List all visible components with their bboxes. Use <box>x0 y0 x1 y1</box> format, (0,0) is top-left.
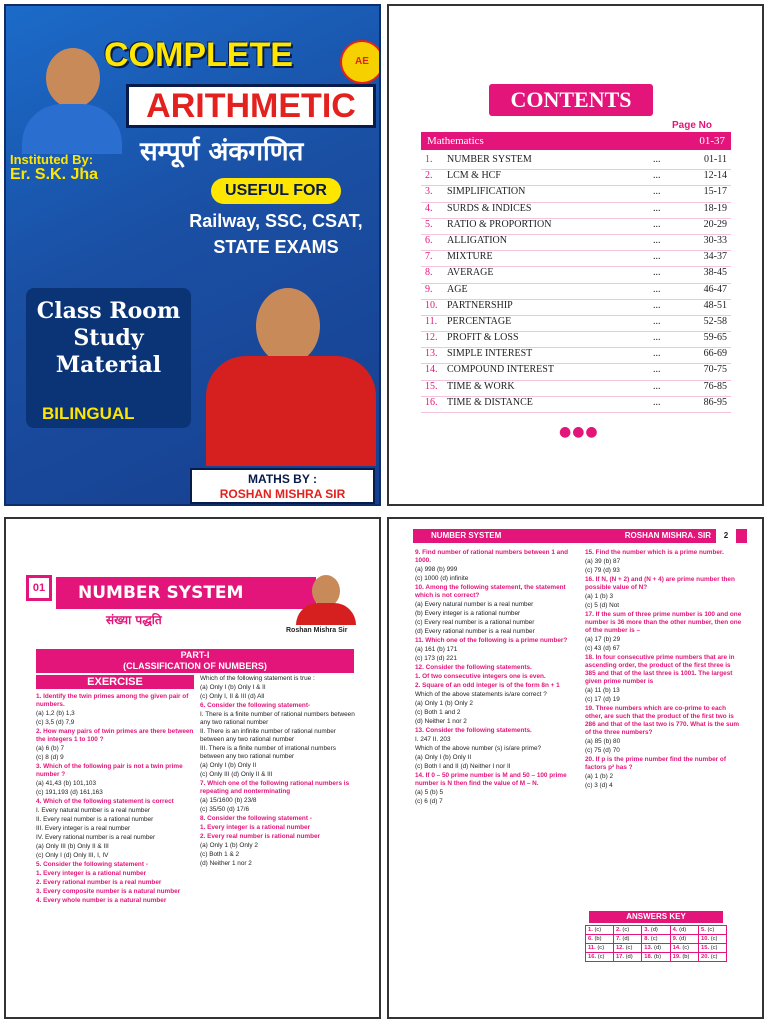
contents-row-number: 8. <box>425 267 433 279</box>
answer-number: 17. <box>615 954 624 960</box>
question-line: IV. Every rational number is a real number <box>36 834 156 841</box>
question-line: I. There is a finite number of rational numbers between any two rational number <box>200 711 355 726</box>
question-line: (a) Only 1 (b) Only 2 <box>415 700 473 707</box>
answer-number: 3. <box>644 927 650 933</box>
answer-number: 9. <box>672 936 678 942</box>
contents-row-number: 9. <box>425 283 433 295</box>
answer-option: (d) <box>625 954 633 960</box>
question-line: (b) Every integer is a rational number <box>415 610 521 617</box>
contents-row-title: ALLIGATION <box>447 234 507 246</box>
question-text: 4. Every whole number is a natural number <box>36 897 167 904</box>
answers-key-title: ANSWERS KEY <box>589 911 723 923</box>
contents-row-title: LCM & HCF <box>447 170 501 182</box>
answer-cell <box>586 944 614 953</box>
answers-row <box>586 926 727 935</box>
contents-row-pages: 59-65 <box>703 332 727 344</box>
teacher-photo <box>256 288 320 364</box>
practice-page <box>387 517 764 1019</box>
question-line: (c) Every real number is a rational number <box>415 619 535 626</box>
question-text: 18. In four consecutive prime numbers that are in ascending order, the product of the first three is 385 and that of the last three is 1001. The largest given prime number is <box>585 654 735 685</box>
contents-row-pages: 76-85 <box>703 380 727 392</box>
teacher-caption: Roshan Mishra Sir <box>286 627 348 634</box>
question-line: III. There is a finite number of irrational numbers between any two rational number <box>200 745 336 760</box>
question-text: 11. Which one of the following is a prime number? <box>415 637 568 644</box>
answer-number: 13. <box>644 945 653 951</box>
contents-row-title: PROFIT & LOSS <box>447 332 519 344</box>
question-line: (a) Only I (b) Only I & II <box>200 684 266 691</box>
contents-row-leader: ... <box>653 396 661 408</box>
question-line: (a) 1 (b) 3 <box>585 593 614 600</box>
contents-row <box>421 170 731 186</box>
contents-row-title: SURDS & INDICES <box>447 202 532 214</box>
contents-row-title: PARTNERSHIP <box>447 299 513 311</box>
contents-row-leader: ... <box>653 315 661 327</box>
answer-option: (c) <box>597 945 605 951</box>
question-line: (a) 39 (b) 87 <box>585 558 621 565</box>
question-line: (a) 998 (b) 999 <box>415 566 458 573</box>
contents-row-number: 10. <box>425 299 438 311</box>
material-line-2: Study <box>73 325 144 351</box>
material-line-3: Material <box>55 352 162 378</box>
question-line: (a) 5 (b) 5 <box>415 789 444 796</box>
contents-row-pages: 30-33 <box>703 234 727 246</box>
left-question-column <box>415 549 575 807</box>
question-line: (a) Only 1 (b) Only 2 <box>200 842 258 849</box>
book-cover <box>4 4 381 506</box>
answer-number: 2. <box>615 927 621 933</box>
contents-row-number: 11. <box>425 315 438 327</box>
contents-row-pages: 52-58 <box>703 315 727 327</box>
answer-number: 11. <box>588 945 596 951</box>
question-line: (a) 15/1600 (b) 23/8 <box>200 797 257 804</box>
question-line: (c) 35/50 (d) 17/6 <box>200 806 250 813</box>
question-text: 13. Consider the following statements. <box>415 727 532 734</box>
question-line: I. Every natural number is a real number <box>36 807 151 814</box>
section-pages: 01-37 <box>699 135 725 147</box>
question-line: III. Every integer is a real number <box>36 825 131 832</box>
question-text: 3. Which of the following pair is not a twin prime number ? <box>36 763 183 778</box>
contents-row-pages: 38-45 <box>703 267 727 279</box>
instituted-by-label: Instituted By: <box>10 152 94 167</box>
question-text: 1. Identify the twin primes among the given pair of numbers. <box>36 693 189 708</box>
answer-option: (c) <box>650 936 658 942</box>
contents-row-leader: ... <box>653 234 661 246</box>
question-line: (a) 11 (b) 13 <box>585 687 620 694</box>
answer-number: 18. <box>644 954 653 960</box>
answer-number: 5. <box>701 927 706 933</box>
question-line: (c) 17 (d) 19 <box>585 696 620 703</box>
contents-row-pages: 86-95 <box>703 396 727 408</box>
question-text: 12. Consider the following statements. <box>415 664 532 671</box>
contents-row-number: 7. <box>425 251 433 263</box>
answer-cell <box>699 926 727 935</box>
right-question-column <box>585 549 743 791</box>
contents-row-leader: ... <box>653 332 661 344</box>
answer-number: 16. <box>588 954 597 960</box>
answers-key-table <box>585 925 727 962</box>
teacher-photo-body <box>206 356 376 466</box>
right-question-column <box>200 675 356 869</box>
contents-row <box>421 364 731 380</box>
author-name: Er. S.K. Jha <box>10 166 99 183</box>
question-text: 1. Of two consecutive integers one is even. <box>415 673 546 680</box>
answer-cell <box>670 926 698 935</box>
material-label <box>26 298 191 379</box>
contents-page <box>387 4 764 506</box>
question-line: Which of the following statement is true : <box>200 675 315 682</box>
answer-number: 10. <box>701 936 710 942</box>
question-text: 1. Every integer is a rational number <box>36 870 147 877</box>
contents-row-pages: 70-75 <box>703 364 727 376</box>
answer-option: (c) <box>710 954 718 960</box>
teacher-name: ROSHAN MISHRA SIR <box>219 487 346 501</box>
contents-row <box>421 267 731 283</box>
question-text: 1. Every integer is a rational number <box>200 824 311 831</box>
chapter-number: 01 <box>26 575 52 601</box>
question-line: (c) Both I and II (d) Neither I nor II <box>415 763 511 770</box>
answer-cell <box>670 953 698 962</box>
contents-row-number: 2. <box>425 170 433 182</box>
question-line: (a) Only I (b) Only II <box>415 754 472 761</box>
material-line-1: Class Room <box>36 298 181 324</box>
question-text: 17. If the sum of three prime number is 100 and one number is 36 more than the other number, then one of the number is – <box>585 611 742 634</box>
question-line: Which of the above number (s) is/are prime? <box>415 745 542 752</box>
page-number: 2 <box>716 529 736 543</box>
answer-number: 4. <box>672 927 678 933</box>
cover-subject: ARITHMETIC <box>126 84 376 128</box>
contents-row-number: 16. <box>425 396 438 408</box>
answer-cell <box>699 953 727 962</box>
contents-row-leader: ... <box>653 299 661 311</box>
contents-row-number: 1. <box>425 154 433 165</box>
question-line: (c) 1000 (d) infinite <box>415 575 469 582</box>
answer-option: (c) <box>625 945 633 951</box>
exam-list <box>166 208 381 260</box>
question-text: 3. Every composite number is a natural number <box>36 888 181 895</box>
contents-row-pages: 18-19 <box>703 202 727 214</box>
question-line: (c) Only I, II & III (d) All <box>200 693 265 700</box>
answer-number: 1. <box>588 927 593 933</box>
question-text: 6. Consider the following statement- <box>200 702 311 709</box>
maths-by-label: MATHS BY : <box>248 472 317 486</box>
question-line: (a) 85 (b) 80 <box>585 738 621 745</box>
contents-row-number: 15. <box>425 380 438 392</box>
question-line: (c) 79 (d) 93 <box>585 567 620 574</box>
question-text: 15. Find the number which is a prime number. <box>585 549 724 556</box>
question-text: 10. Among the following statement, the statement which is not correct? <box>415 584 566 599</box>
question-line: (c) 3,5 (d) 7,9 <box>36 719 75 726</box>
contents-row-title: TIME & DISTANCE <box>447 396 533 408</box>
exam-line-2: STATE EXAMS <box>213 237 339 257</box>
contents-row-leader: ... <box>653 348 661 360</box>
answer-number: 15. <box>701 945 710 951</box>
question-line: (c) Both 1 & 2 <box>200 851 240 858</box>
contents-row-title: PERCENTAGE <box>447 315 512 327</box>
contents-row <box>421 203 731 219</box>
answer-number: 7. <box>615 936 621 942</box>
question-line: (a) 161 (b) 171 <box>415 646 458 653</box>
contents-row <box>421 284 731 300</box>
question-line: (c) Both 1 and 2 <box>415 709 461 716</box>
question-line: (a) 1,2 (b) 1,3 <box>36 710 75 717</box>
teacher-thumbnail-body <box>296 603 356 625</box>
answer-option: (d) <box>653 945 662 951</box>
contents-row <box>421 186 731 202</box>
contents-row-leader: ... <box>653 283 661 295</box>
contents-row-title: SIMPLIFICATION <box>447 186 526 198</box>
contents-row-leader: ... <box>653 380 661 392</box>
answer-number: 12. <box>615 945 624 951</box>
answer-option: (d) <box>679 936 687 942</box>
question-line: (a) 6 (b) 7 <box>36 745 65 752</box>
contents-row-title: TIME & WORK <box>447 380 515 392</box>
author-photo-body <box>22 104 122 154</box>
answer-cell <box>586 926 614 935</box>
answer-cell <box>642 926 670 935</box>
contents-row <box>421 154 731 170</box>
question-text: 16. If N, (N + 2) and (N + 4) are prime number then possible value of N? <box>585 576 735 591</box>
answer-cell <box>586 953 614 962</box>
question-line: (a) Every natural number is a real number <box>415 601 534 608</box>
teacher-byline <box>190 468 375 504</box>
contents-row-leader: ... <box>653 202 661 214</box>
answer-option: (d) <box>650 927 658 933</box>
question-text: 2. Every real number is rational number <box>200 833 321 840</box>
contents-row <box>421 251 731 267</box>
contents-row <box>421 219 731 235</box>
answer-option: (c) <box>707 927 715 933</box>
answer-option: (d) <box>679 927 687 933</box>
contents-row-pages: 12-14 <box>703 170 727 182</box>
question-line: (a) 17 (b) 29 <box>585 636 621 643</box>
question-text: 5. Consider the following statement - <box>36 861 148 868</box>
answer-number: 6. <box>588 936 593 942</box>
contents-row-leader: ... <box>653 364 661 376</box>
answer-option: (b) <box>653 954 662 960</box>
question-line: (c) 8 (d) 9 <box>36 754 64 761</box>
contents-row-pages: 46-47 <box>703 283 727 295</box>
answer-option: (c) <box>622 927 630 933</box>
question-text: 2. Square of an odd integer is of the form 8n + 1 <box>415 682 560 689</box>
question-text: 14. If 0 – 50 prime number is M and 50 – 100 prime number is N then find the value of M – N. <box>415 772 567 787</box>
question-text: 9. Find number of rational numbers between 1 and 1000. <box>415 549 569 564</box>
answer-cell <box>613 935 641 944</box>
part-subtitle: (CLASSIFICATION OF NUMBERS) <box>123 661 267 671</box>
teacher-header: ROSHAN MISHRA. SIR <box>624 531 711 540</box>
answer-option: (c) <box>597 954 605 960</box>
contents-row-title: MIXTURE <box>447 251 493 263</box>
question-line: (c) 43 (d) 67 <box>585 645 620 652</box>
answer-cell <box>613 944 641 953</box>
end-ornament: ●●● <box>559 424 599 440</box>
question-line: Which of the above statements is/are correct ? <box>415 691 547 698</box>
contents-row-leader: ... <box>653 267 661 279</box>
question-text: 4. Which of the following statement is correct <box>36 798 174 805</box>
contents-row-pages: 01-11 <box>704 154 727 165</box>
publisher-logo: AE <box>340 40 381 84</box>
contents-row-title: RATIO & PROPORTION <box>447 218 552 230</box>
page-header-bar <box>413 529 747 543</box>
answers-row <box>586 944 727 953</box>
contents-row-pages: 15-17 <box>703 186 727 198</box>
contents-row-title: COMPOUND INTEREST <box>447 364 554 376</box>
question-line: (d) Every rational number is a real number <box>415 628 535 635</box>
question-line: (c) Only I (d) Only III, I, IV <box>36 852 109 859</box>
answer-option: (b) <box>682 954 690 960</box>
answer-option: (c) <box>710 936 718 942</box>
useful-for-badge: USEFUL FOR <box>211 178 341 204</box>
exam-line-1: Railway, SSC, CSAT, <box>189 211 363 231</box>
cover-subject-hindi: सम्पूर्ण अंकगणित <box>140 137 304 167</box>
contents-row-number: 13. <box>425 348 438 360</box>
contents-row-leader: ... <box>653 186 661 198</box>
answer-option: (d) <box>622 936 630 942</box>
contents-row-number: 4. <box>425 202 433 214</box>
answer-cell <box>670 944 698 953</box>
answer-cell <box>699 935 727 944</box>
answer-cell <box>613 926 641 935</box>
question-line: II. Every real number is a rational number <box>36 816 154 823</box>
chapter-name: NUMBER SYSTEM <box>431 531 502 540</box>
contents-row-title: AVERAGE <box>447 267 494 279</box>
answer-number: 14. <box>672 945 681 951</box>
contents-row-title: NUMBER SYSTEM <box>447 154 532 165</box>
answer-cell <box>613 953 641 962</box>
question-line: I. 247 II. 203 <box>415 736 451 743</box>
answer-option: (c) <box>682 945 690 951</box>
contents-list <box>421 154 731 413</box>
question-line: (a) 41,43 (b) 101,103 <box>36 780 97 787</box>
answers-row <box>586 935 727 944</box>
chapter-heading-hindi: संख्या पद्धति <box>106 613 162 627</box>
question-line: (c) 173 (d) 221 <box>415 655 457 662</box>
contents-row-leader: ... <box>653 170 661 182</box>
contents-row <box>421 397 731 413</box>
contents-row-pages: 20-29 <box>703 218 727 230</box>
contents-row <box>421 332 731 348</box>
contents-row-title: AGE <box>447 283 468 295</box>
question-line: (c) 5 (d) Not <box>585 602 620 609</box>
question-text: 7. Which one of the following rational numbers is repeating and nonterminating <box>200 780 350 795</box>
chapter-heading: NUMBER SYSTEM <box>56 577 316 609</box>
contents-row <box>421 348 731 364</box>
contents-row-number: 12. <box>425 332 438 344</box>
question-text: 8. Consider the following statement - <box>200 815 312 822</box>
question-line: (c) 6 (d) 7 <box>415 798 443 805</box>
part-banner <box>36 649 354 673</box>
question-text: 2. Every rational number is a real number <box>36 879 162 886</box>
answer-cell <box>586 935 614 944</box>
answer-number: 19. <box>672 954 681 960</box>
author-photo <box>46 48 100 108</box>
answer-cell <box>642 935 670 944</box>
contents-title: CONTENTS <box>489 84 653 116</box>
contents-row-number: 3. <box>425 186 433 198</box>
section-name: Mathematics <box>427 135 484 147</box>
contents-row <box>421 381 731 397</box>
question-line: (c) 3 (d) 4 <box>585 782 613 789</box>
question-text: 20. If p is the prime number find the number of factors p² has ? <box>585 756 726 771</box>
contents-row-pages: 48-51 <box>703 299 727 311</box>
answer-number: 8. <box>644 936 650 942</box>
contents-row <box>421 235 731 251</box>
question-line: (a) Only I (b) Only II <box>200 762 257 769</box>
answer-cell <box>642 953 670 962</box>
question-line: (d) Neither 1 nor 2 <box>200 860 252 867</box>
contents-row-number: 6. <box>425 234 433 246</box>
number-system-page <box>4 517 381 1019</box>
question-line: II. There is an infinite number of rational number between any two rational number <box>200 728 336 743</box>
question-text: 2. How many pairs of twin primes are there between the integers 1 to 100 ? <box>36 728 194 743</box>
contents-row-title: SIMPLE INTEREST <box>447 348 533 360</box>
contents-row-leader: ... <box>653 251 661 263</box>
part-title: PART-I <box>180 650 210 660</box>
question-text: 19. Three numbers which are co-prime to each other, are such that the product of the first two is 286 and that of the last two is 770. What is the sum of the three numbers? <box>585 705 740 736</box>
page-no-label: Page No <box>671 120 712 131</box>
cover-title: COMPLETE <box>104 36 293 74</box>
contents-row-leader: ... <box>653 218 661 230</box>
question-line: (d) Neither 1 nor 2 <box>415 718 467 725</box>
answer-cell <box>642 944 670 953</box>
question-line: (c) Only III (d) Only II & III <box>200 771 273 778</box>
contents-row-number: 14. <box>425 364 438 376</box>
left-question-column <box>36 693 194 906</box>
answer-number: 20. <box>701 954 710 960</box>
answer-option: (c) <box>594 927 602 933</box>
bilingual-label: BILINGUAL <box>42 404 135 423</box>
contents-row <box>421 300 731 316</box>
answer-option: (c) <box>710 945 718 951</box>
question-line: (c) 75 (d) 70 <box>585 747 620 754</box>
question-line: (a) Only III (b) Only II & III <box>36 843 109 850</box>
answer-cell <box>670 935 698 944</box>
contents-row-pages: 66-69 <box>703 348 727 360</box>
answer-option: (b) <box>594 936 602 942</box>
section-header <box>421 132 731 150</box>
contents-row-number: 5. <box>425 218 433 230</box>
contents-row-leader: ... <box>653 154 661 165</box>
answers-row <box>586 953 727 962</box>
answer-cell <box>699 944 727 953</box>
exercise-heading: EXERCISE <box>36 675 194 689</box>
question-line: (c) 191,193 (d) 161,163 <box>36 789 103 796</box>
question-line: (a) 1 (b) 2 <box>585 773 614 780</box>
contents-row-pages: 34-37 <box>703 251 727 263</box>
contents-row <box>421 316 731 332</box>
